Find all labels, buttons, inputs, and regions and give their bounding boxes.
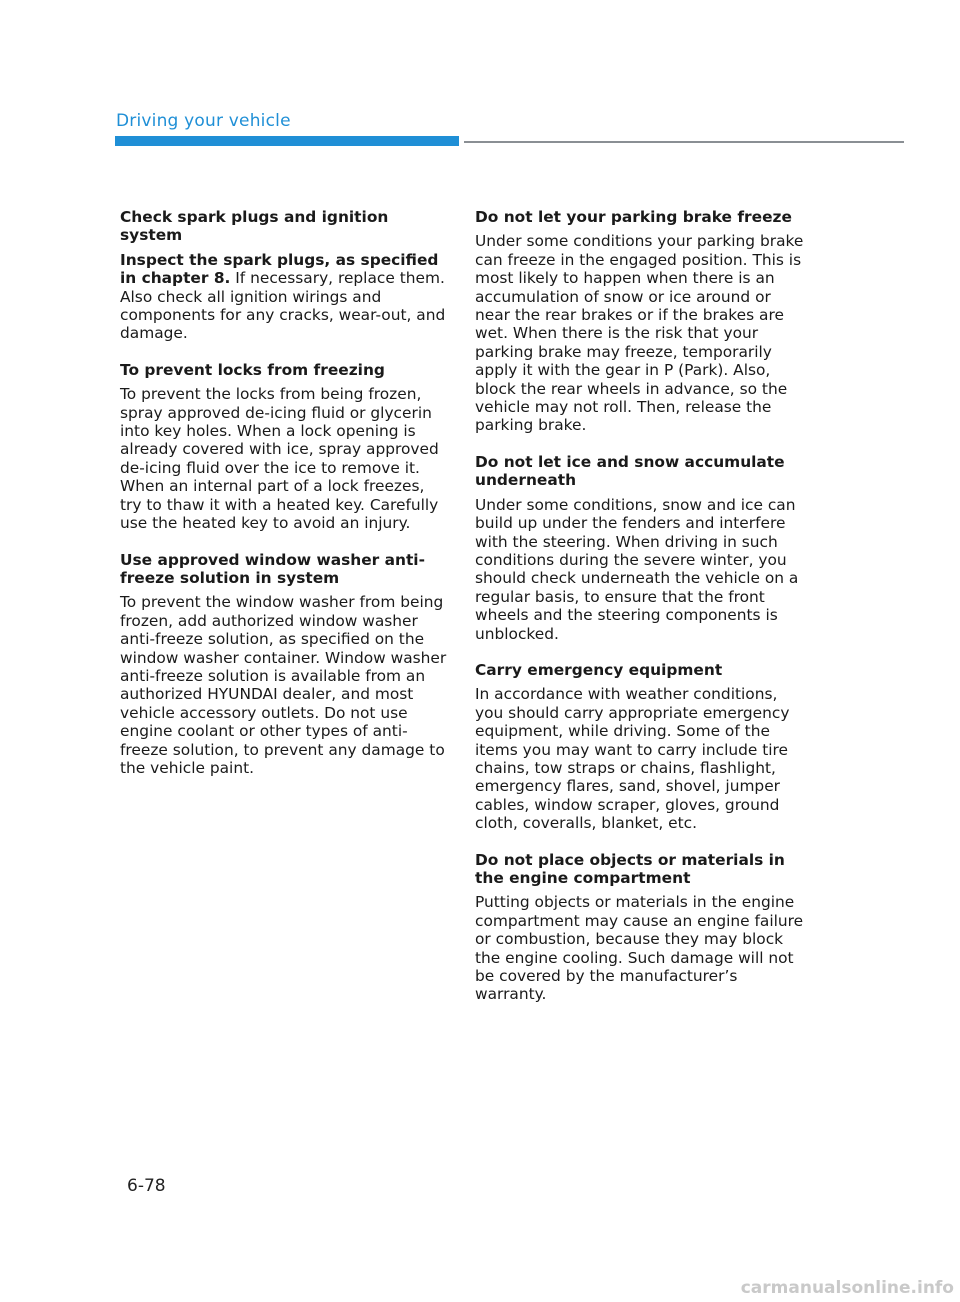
section-heading: Check spark plugs and ignition system bbox=[120, 208, 389, 245]
section-washer-antifreeze bbox=[120, 551, 450, 778]
section-spark-plugs bbox=[120, 208, 450, 343]
section-body-text: If necessary, replace them. Also check all ignition wirings and components for any cracks, wear-out, and damage. bbox=[120, 269, 446, 343]
watermark: carmanualsonline.info bbox=[740, 1278, 954, 1298]
right-column bbox=[475, 208, 805, 1022]
header-accent-bar bbox=[115, 136, 459, 146]
section-body: To prevent the window washer from being frozen, add authorized window washer anti-freeze solution, as specified on the window washer container. Window washer anti-freeze solution is available from an authorized HYUNDAI dealer, and most vehicle accessory outlets. Do not use engine coolant or other types of anti-freeze solution, to prevent any damage to the vehicle paint. bbox=[120, 593, 447, 777]
header-divider-line bbox=[464, 141, 904, 143]
section-heading: Do not let ice and snow accumulate underneath bbox=[475, 452, 785, 490]
section-heading: Do not let your parking brake freeze bbox=[475, 208, 792, 226]
section-body: Under some conditions your parking brake can freeze in the engaged position. This is most likely to happen when there is an accumulation of snow or ice around or near the rear brakes or if the brakes are wet. When there is the risk that your parking brake may freeze, temporarily apply it with the gear in P (Park). Also, block the rear wheels in advance, so the vehicle may not roll. Then, release the parking brake. bbox=[475, 232, 804, 435]
section-locks-freezing bbox=[120, 361, 450, 533]
section-heading: Carry emergency equipment bbox=[475, 660, 723, 679]
section-body: To prevent the locks from being frozen, spray approved de-icing fluid or glycerin into key holes. When a lock opening is already covered with ice, spray approved de-icing fluid over the ice to remove it. When an internal part of a lock freezes, try to thaw it with a heated key. Carefully use the heated key to avoid an injury. bbox=[120, 385, 439, 533]
section-body bbox=[120, 251, 450, 343]
section-body: Putting objects or materials in the engine compartment may cause an engine failure or combustion, because they may block the engine cooling. Such damage will not be covered by the manufacturer’s warranty. bbox=[475, 893, 804, 1004]
page-section-title: Driving your vehicle bbox=[116, 111, 291, 131]
section-parking-brake bbox=[475, 208, 805, 435]
left-column bbox=[120, 208, 450, 795]
section-body: Under some conditions, snow and ice can build up under the fenders and interfere with the steering. When driving in such conditions during the severe winter, you should check underneath the vehicle on a regular basis, to ensure that the front wheels and the steering components is unblocked. bbox=[475, 495, 799, 643]
section-heading: To prevent locks from freezing bbox=[120, 360, 385, 379]
section-ice-snow bbox=[475, 453, 805, 643]
section-heading: Do not place objects or materials in the engine compartment bbox=[475, 850, 785, 887]
section-engine-compartment bbox=[475, 851, 805, 1004]
section-body-bold: Inspect the spark plugs, as specified in chapter 8. bbox=[120, 250, 439, 288]
section-heading: Use approved window washer anti-freeze solution in system bbox=[120, 550, 425, 587]
page-number: 6-78 bbox=[127, 1176, 166, 1196]
section-emergency-equipment bbox=[475, 661, 805, 833]
section-body: In accordance with weather conditions, you should carry appropriate emergency equipment, while driving. Some of the items you may want to carry include tire chains, tow straps or chains, flashlight, emergency flares, sand, shovel, jumper cables, window scraper, gloves, ground cloth, coveralls, blanket, etc. bbox=[475, 685, 790, 833]
